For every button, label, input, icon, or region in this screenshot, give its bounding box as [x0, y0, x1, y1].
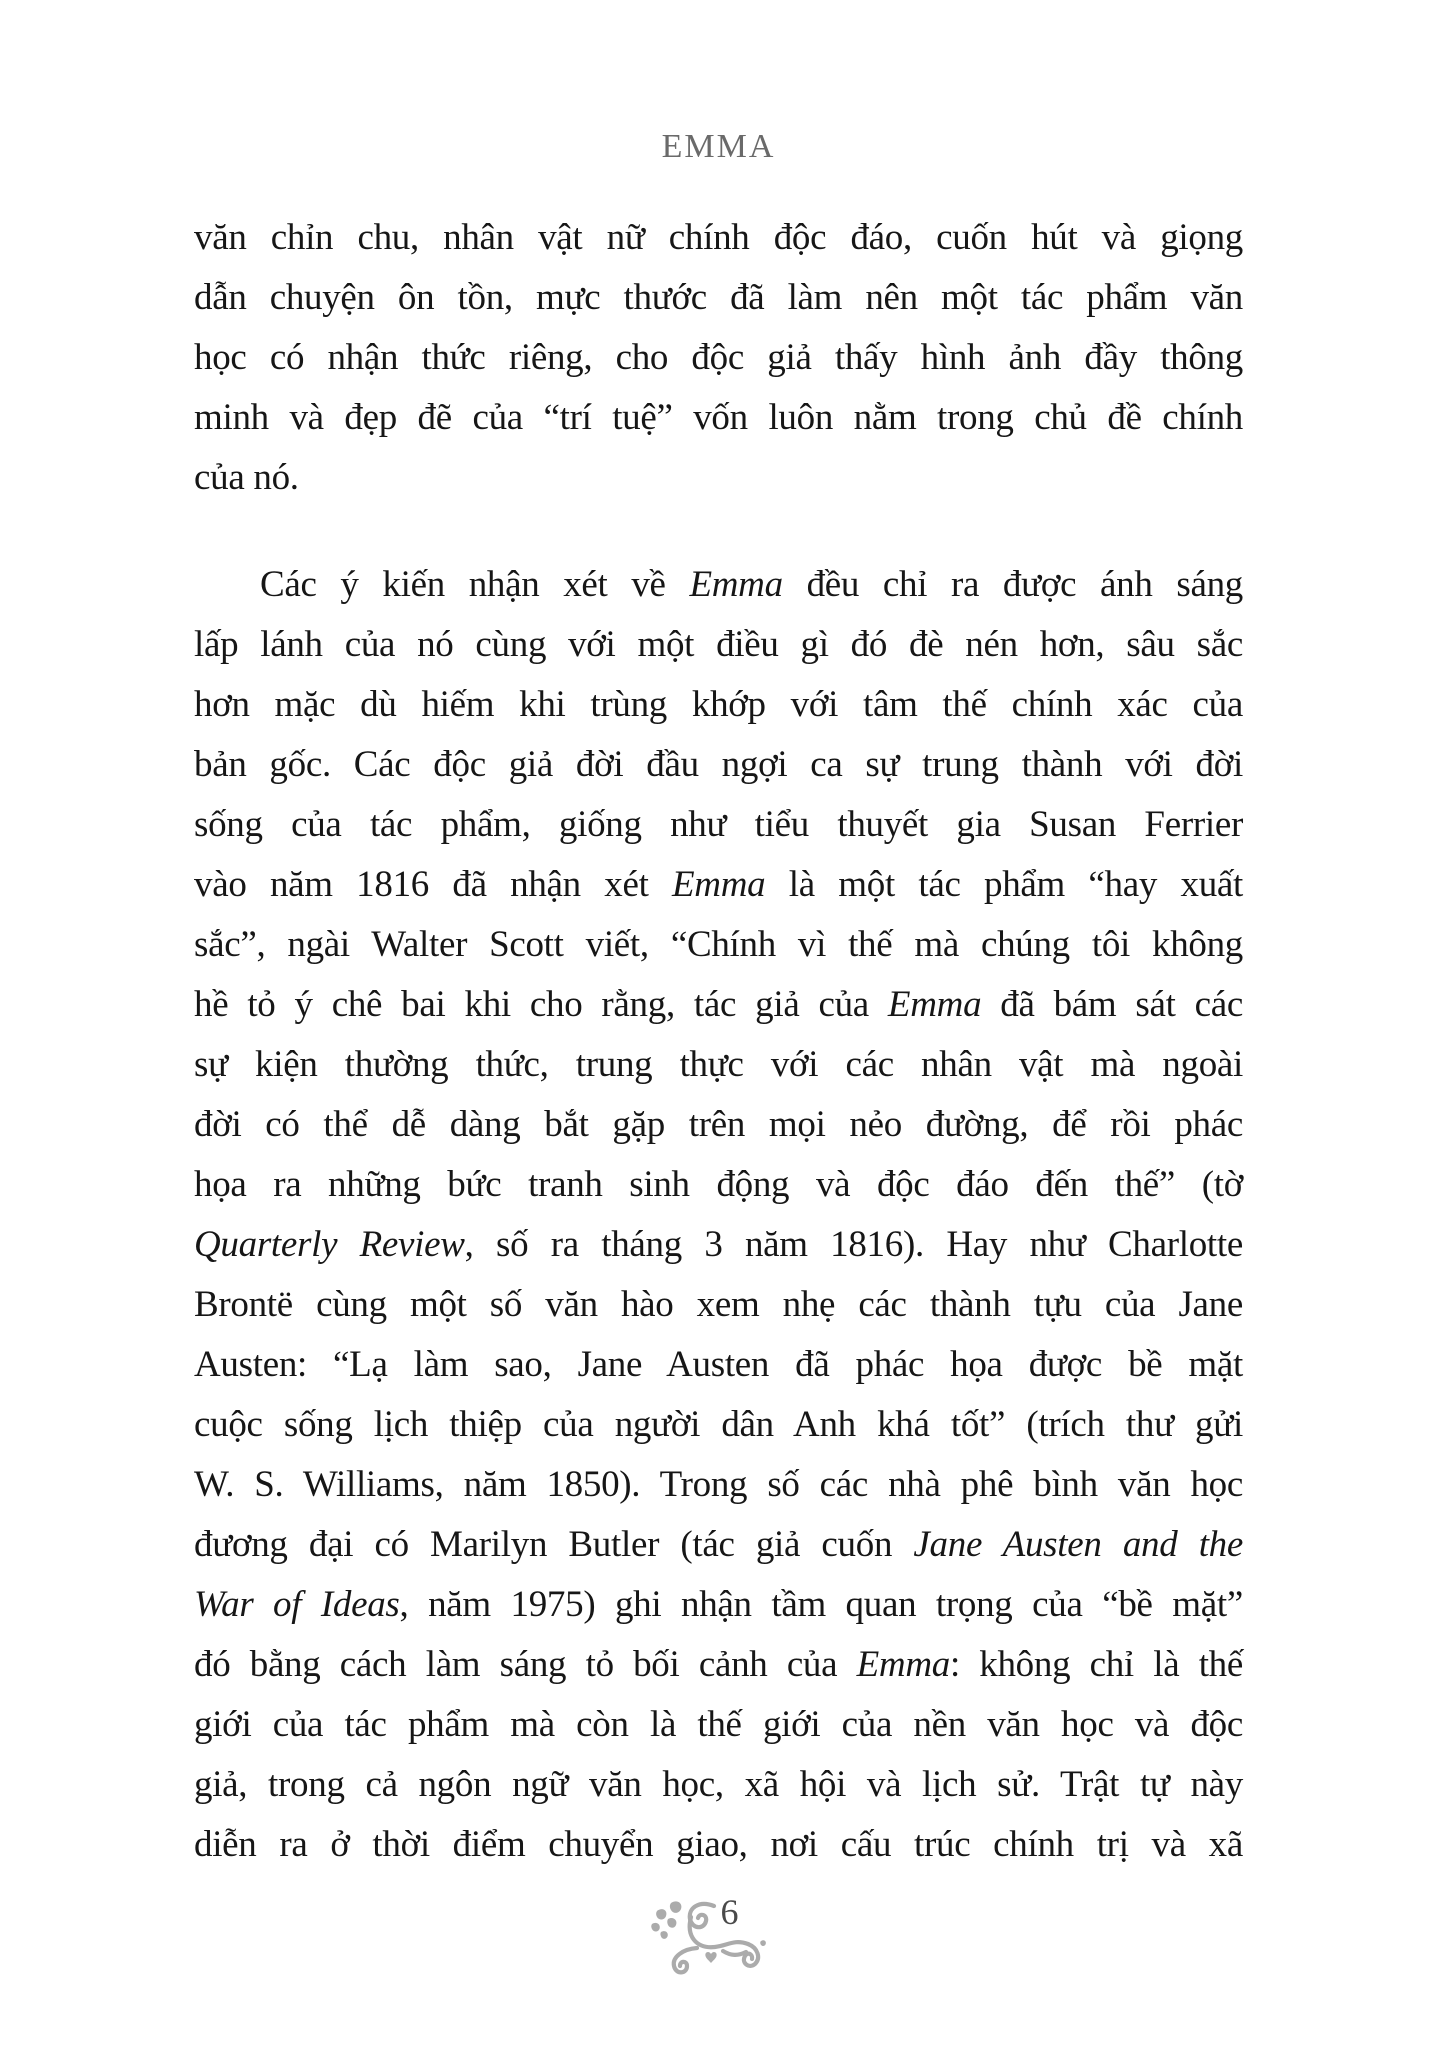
italic-text-segment: War of Ideas — [194, 1584, 400, 1625]
italic-text-segment: Quarterly Review — [194, 1224, 465, 1265]
text-line — [194, 1815, 1243, 1875]
text-segment: Các ý kiến nhận xét về — [260, 564, 690, 605]
page-footer — [0, 1892, 1437, 1978]
italic-text-segment: Jane Austen and the — [913, 1524, 1243, 1565]
italic-text-segment: Emma — [672, 864, 766, 905]
text-line — [194, 448, 1243, 508]
text-segment: giới của tác phẩm mà còn là thế giới của nền văn học và độc — [194, 1704, 1243, 1745]
text-segment: Brontë cùng một số văn hào xem nhẹ các thành tựu của Jane — [194, 1284, 1243, 1325]
text-line — [194, 1635, 1243, 1695]
text-line — [194, 268, 1243, 328]
text-segment: Austen: “Lạ làm sao, Jane Austen đã phác họa được bề mặt — [194, 1344, 1243, 1385]
text-line — [194, 1035, 1243, 1095]
text-line — [194, 1215, 1243, 1275]
text-segment: đời có thể dễ dàng bắt gặp trên mọi nẻo đường, để rồi phác — [194, 1104, 1243, 1145]
text-segment: minh và đẹp đẽ của “trí tuệ” vốn luôn nằm trong chủ đề chính — [194, 397, 1243, 438]
text-line — [194, 675, 1243, 735]
page-body — [194, 208, 1243, 1875]
text-segment: sống của tác phẩm, giống như tiểu thuyết gia Susan Ferrier — [194, 804, 1243, 845]
page-header — [0, 126, 1437, 174]
text-line — [194, 915, 1243, 975]
text-segment: cuộc sống lịch thiệp của người dân Anh khá tốt” (trích thư gửi — [194, 1404, 1243, 1445]
text-line — [194, 975, 1243, 1035]
flourish-ornament — [635, 1900, 775, 1978]
text-segment: sắc”, ngài Walter Scott viết, “Chính vì thế mà chúng tôi không — [194, 924, 1243, 965]
text-segment: dẫn chuyện ôn tồn, mực thước đã làm nên một tác phẩm văn — [194, 277, 1243, 318]
text-segment: vào năm 1816 đã nhận xét — [194, 864, 672, 905]
text-line — [194, 1395, 1243, 1455]
text-line — [194, 795, 1243, 855]
paragraph — [194, 555, 1243, 1875]
text-segment: , số ra tháng 3 năm 1816). Hay như Charlotte — [464, 1224, 1243, 1265]
page-number: 6 — [720, 1892, 739, 1932]
text-segment: lấp lánh của nó cùng với một điều gì đó đè nén hơn, sâu sắc — [194, 624, 1243, 665]
text-line — [194, 1275, 1243, 1335]
text-segment: hề tỏ ý chê bai khi cho rằng, tác giả của — [194, 984, 888, 1025]
text-segment: W. S. Williams, năm 1850). Trong số các nhà phê bình văn học — [194, 1464, 1243, 1505]
italic-text-segment: Emma — [689, 564, 783, 605]
text-line — [194, 1755, 1243, 1815]
text-segment: giả, trong cả ngôn ngữ văn học, xã hội và lịch sử. Trật tự này — [194, 1764, 1243, 1805]
text-segment: học có nhận thức riêng, cho độc giả thấy hình ảnh đầy thông — [194, 337, 1243, 378]
text-segment: là một tác phẩm “hay xuất — [765, 864, 1243, 905]
text-segment: đương đại có Marilyn Butler (tác giả cuốn — [194, 1524, 914, 1565]
text-segment: , năm 1975) ghi nhận tầm quan trọng của “bề mặt” — [399, 1584, 1243, 1625]
page-title: EMMA — [661, 128, 776, 165]
text-line — [194, 328, 1243, 388]
italic-text-segment: Emma — [856, 1644, 950, 1685]
text-segment: bản gốc. Các độc giả đời đầu ngợi ca sự trung thành với đời — [194, 744, 1243, 785]
text-segment: đó bằng cách làm sáng tỏ bối cảnh của — [194, 1644, 857, 1685]
text-line — [194, 1575, 1243, 1635]
text-line — [194, 855, 1243, 915]
text-line — [194, 1515, 1243, 1575]
text-line — [194, 1455, 1243, 1515]
text-segment: đã bám sát các — [981, 984, 1243, 1025]
text-segment: sự kiện thường thức, trung thực với các nhân vật mà ngoài — [194, 1044, 1243, 1085]
text-line — [194, 1335, 1243, 1395]
text-line — [194, 208, 1243, 268]
text-line — [194, 388, 1243, 448]
text-line — [194, 1095, 1243, 1155]
text-segment: : không chỉ là thế — [949, 1644, 1243, 1685]
ornament-wrap — [635, 1892, 775, 1978]
paragraph — [194, 208, 1243, 508]
text-line — [194, 555, 1243, 615]
text-segment: diễn ra ở thời điểm chuyển giao, nơi cấu trúc chính trị và xã — [194, 1824, 1243, 1865]
text-segment: đều chỉ ra được ánh sáng — [782, 564, 1243, 605]
text-segment: văn chỉn chu, nhân vật nữ chính độc đáo, cuốn hút và giọng — [194, 217, 1243, 258]
text-line — [194, 1695, 1243, 1755]
text-segment: của nó. — [194, 457, 299, 498]
text-line — [194, 615, 1243, 675]
text-line — [194, 735, 1243, 795]
italic-text-segment: Emma — [887, 984, 982, 1025]
text-line — [194, 1155, 1243, 1215]
text-segment: họa ra những bức tranh sinh động và độc đáo đến thế” (tờ — [194, 1164, 1243, 1205]
text-segment: hơn mặc dù hiếm khi trùng khớp với tâm thế chính xác của — [194, 684, 1243, 725]
